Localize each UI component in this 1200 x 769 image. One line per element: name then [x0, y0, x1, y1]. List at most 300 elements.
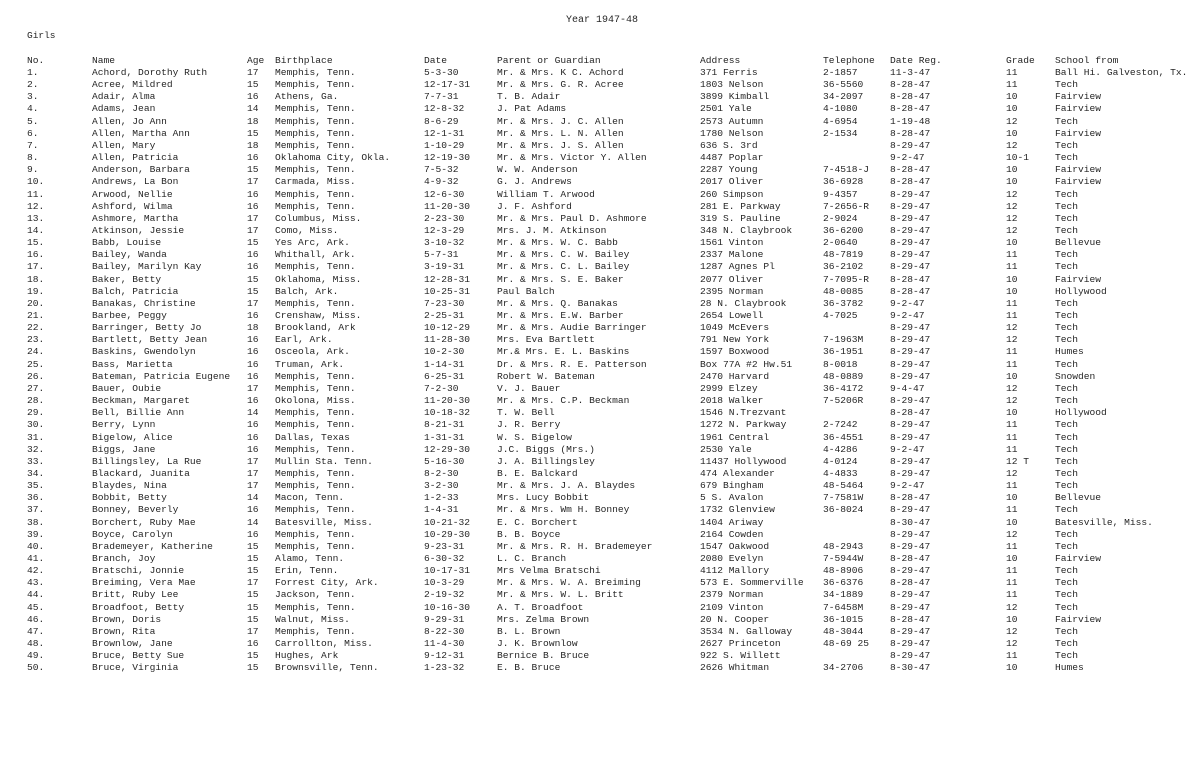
cell-grade: 11 — [1006, 79, 1018, 91]
table-row — [0, 274, 1200, 286]
cell-school-from: Tech — [1055, 431, 1079, 443]
cell-grade: 10 — [1006, 103, 1018, 115]
table-row — [0, 407, 1200, 419]
cell-grade: 11 — [1006, 443, 1018, 455]
cell-address: 1561 Vinton — [700, 237, 764, 249]
cell-parent: Dr. & Mrs. R. E. Patterson — [497, 358, 647, 370]
cell-grade: 11 — [1006, 346, 1018, 358]
cell-age: 15 — [247, 285, 259, 297]
cell-parent: B. L. Brown — [497, 625, 561, 637]
cell-date-reg: 8-29-47 — [890, 395, 931, 407]
cell-school-from: Tech — [1055, 504, 1079, 516]
cell-date: 10-12-29 — [424, 322, 471, 334]
cell-telephone: 36-4172 — [823, 382, 864, 394]
cell-age: 16 — [247, 443, 259, 455]
cell-no: 2. — [27, 79, 39, 91]
table-row — [0, 237, 1200, 249]
cell-school-from: Tech — [1055, 528, 1079, 540]
table-row — [0, 298, 1200, 310]
cell-telephone: 7-5944W — [823, 553, 864, 564]
table-row — [0, 444, 1200, 456]
cell-birthplace: Carmada, Miss. — [275, 176, 356, 188]
cell-name: Bobbit, Betty — [92, 492, 167, 504]
cell-date-reg: 8-29-47 — [890, 431, 931, 443]
cell-telephone: 2-1534 — [823, 127, 858, 139]
cell-telephone: 34-1889 — [823, 589, 864, 601]
cell-address: 2080 Evelyn — [700, 553, 764, 564]
cell-parent: Mr. & Mrs. Wm H. Bonney — [497, 504, 630, 516]
cell-no: 5. — [27, 115, 39, 127]
cell-date: 9-29-31 — [424, 613, 465, 625]
cell-birthplace: Memphis, Tenn. — [275, 443, 356, 455]
cell-date-reg: 8-28-47 — [890, 492, 931, 504]
cell-parent: Mrs. J. M. Atkinson — [497, 224, 607, 236]
table-row — [0, 468, 1200, 480]
col-header-no: No. — [27, 55, 45, 66]
cell-date-reg: 8-28-47 — [890, 164, 931, 176]
cell-grade: 11 — [1006, 419, 1018, 431]
cell-grade: 11 — [1006, 540, 1018, 552]
cell-birthplace: Memphis, Tenn. — [275, 467, 356, 479]
table-row — [0, 249, 1200, 261]
cell-school-from: Bellevue — [1055, 237, 1102, 249]
cell-address: 2626 Whitman — [700, 662, 770, 674]
cell-name: Barbee, Peggy — [92, 310, 167, 321]
cell-grade: 11 — [1006, 650, 1018, 662]
column-header-row — [0, 55, 1200, 67]
cell-no: 21. — [27, 310, 45, 321]
cell-parent: Mr. & Mrs. E.W. Barber — [497, 310, 624, 321]
cell-name: Brademeyer, Katherine — [92, 540, 213, 552]
cell-school-from: Tech — [1055, 358, 1079, 370]
cell-telephone: 2-1857 — [823, 67, 858, 78]
cell-telephone: 36-6376 — [823, 577, 864, 589]
cell-grade: 10 — [1006, 553, 1018, 564]
cell-parent: Mr. & Mrs. W. L. Britt — [497, 589, 624, 601]
cell-telephone: 7-1963M — [823, 334, 864, 346]
col-header-date: Date — [424, 55, 448, 66]
cell-age: 18 — [247, 322, 259, 334]
cell-age: 18 — [247, 139, 259, 151]
cell-grade: 10 — [1006, 407, 1018, 419]
cell-school-from: Tech — [1055, 565, 1079, 577]
cell-no: 11. — [27, 188, 45, 200]
cell-address: 5 S. Avalon — [700, 492, 764, 504]
col-header-parent: Parent or Guardian — [497, 55, 601, 66]
cell-school-from: Tech — [1055, 419, 1079, 431]
cell-name: Allen, Jo Ann — [92, 115, 167, 127]
table-row — [0, 589, 1200, 601]
cell-parent: W. W. Anderson — [497, 164, 578, 176]
cell-date: 12-28-31 — [424, 273, 471, 285]
cell-age: 17 — [247, 467, 259, 479]
cell-no: 1. — [27, 67, 39, 78]
cell-date-reg: 8-29-47 — [890, 455, 931, 467]
cell-name: Boyce, Carolyn — [92, 528, 173, 540]
cell-address: 281 E. Parkway — [700, 200, 781, 212]
cell-no: 8. — [27, 152, 39, 164]
cell-no: 43. — [27, 577, 45, 589]
table-row — [0, 286, 1200, 298]
cell-birthplace: Mullin Sta. Tenn. — [275, 455, 373, 467]
cell-date: 11-4-30 — [424, 638, 465, 650]
table-row — [0, 614, 1200, 626]
cell-telephone: 36-4551 — [823, 431, 864, 443]
cell-grade: 11 — [1006, 504, 1018, 516]
cell-grade: 11 — [1006, 67, 1018, 78]
cell-no: 45. — [27, 601, 45, 613]
cell-date: 10-17-31 — [424, 565, 471, 577]
cell-address: 20 N. Cooper — [700, 613, 770, 625]
cell-date: 3-19-31 — [424, 261, 465, 273]
cell-name: Andrews, La Bon — [92, 176, 179, 188]
cell-address: 3534 N. Galloway — [700, 625, 793, 637]
cell-no: 38. — [27, 516, 45, 528]
cell-no: 22. — [27, 322, 45, 334]
cell-address: 1961 Central — [700, 431, 770, 443]
cell-parent: B. E. Balckard — [497, 467, 578, 479]
cell-age: 17 — [247, 212, 259, 224]
cell-grade: 10 — [1006, 164, 1018, 176]
cell-address: 319 S. Pauline — [700, 212, 781, 224]
cell-telephone: 48-0085 — [823, 285, 864, 297]
cell-address: 1404 Ariway — [700, 516, 764, 528]
cell-name: Babb, Louise — [92, 237, 162, 249]
cell-address: 1803 Nelson — [700, 79, 764, 91]
cell-school-from: Tech — [1055, 297, 1079, 309]
cell-parent: Mrs Velma Bratschi — [497, 565, 601, 577]
cell-age: 16 — [247, 91, 259, 103]
cell-address: 348 N. Claybrook — [700, 224, 793, 236]
cell-no: 49. — [27, 650, 45, 662]
cell-grade: 12 — [1006, 467, 1018, 479]
cell-address: 1287 Agnes Pl — [700, 261, 775, 273]
cell-age: 17 — [247, 625, 259, 637]
cell-address: 1780 Nelson — [700, 127, 764, 139]
cell-school-from: Tech — [1055, 395, 1079, 407]
cell-date-reg: 8-28-47 — [890, 553, 931, 564]
cell-date-reg: 9-2-47 — [890, 310, 925, 321]
cell-no: 26. — [27, 370, 45, 382]
cell-grade: 12 — [1006, 212, 1018, 224]
cell-name: Broadfoot, Betty — [92, 601, 185, 613]
table-row — [0, 310, 1200, 322]
cell-address: Box 77A #2 Hw.51 — [700, 358, 793, 370]
cell-telephone: 36-6200 — [823, 224, 864, 236]
cell-telephone: 4-4833 — [823, 467, 858, 479]
cell-name: Barringer, Betty Jo — [92, 322, 202, 334]
cell-date: 10-16-30 — [424, 601, 471, 613]
cell-school-from: Tech — [1055, 261, 1079, 273]
cell-name: Brown, Doris — [92, 613, 162, 625]
cell-parent: Mr. & Mrs. Q. Banakas — [497, 297, 618, 309]
cell-telephone: 4-4286 — [823, 443, 858, 455]
cell-name: Bell, Billie Ann — [92, 407, 185, 419]
cell-birthplace: Hughes, Ark — [275, 650, 339, 662]
cell-date: 1-31-31 — [424, 431, 465, 443]
cell-parent: B. B. Boyce — [497, 528, 561, 540]
cell-name: Anderson, Barbara — [92, 164, 190, 176]
cell-date-reg: 8-29-47 — [890, 358, 931, 370]
cell-address: 28 N. Claybrook — [700, 297, 787, 309]
cell-no: 39. — [27, 528, 45, 540]
cell-date: 10-18-32 — [424, 407, 471, 419]
cell-birthplace: Dallas, Texas — [275, 431, 350, 443]
cell-school-from: Tech — [1055, 212, 1079, 224]
cell-no: 42. — [27, 565, 45, 577]
cell-date: 5-16-30 — [424, 455, 465, 467]
cell-date-reg: 9-2-47 — [890, 443, 925, 455]
cell-school-from: Tech — [1055, 625, 1079, 637]
cell-name: Bigelow, Alice — [92, 431, 173, 443]
cell-name: Bruce, Virginia — [92, 662, 179, 674]
cell-birthplace: Memphis, Tenn. — [275, 601, 356, 613]
table-row — [0, 128, 1200, 140]
cell-school-from: Tech — [1055, 188, 1079, 200]
cell-birthplace: Memphis, Tenn. — [275, 370, 356, 382]
cell-no: 41. — [27, 553, 45, 564]
table-row — [0, 261, 1200, 273]
cell-address: 474 Alexander — [700, 467, 775, 479]
cell-parent: W. S. Bigelow — [497, 431, 572, 443]
cell-telephone: 48-69 25 — [823, 638, 870, 650]
cell-date: 2-19-32 — [424, 589, 465, 601]
cell-school-from: Tech — [1055, 480, 1079, 492]
cell-date: 3-2-30 — [424, 480, 459, 492]
cell-parent: Mr. & Mrs. Victor Y. Allen — [497, 152, 647, 164]
cell-age: 17 — [247, 297, 259, 309]
cell-no: 15. — [27, 237, 45, 249]
cell-parent: Mr. & Mrs. J. C. Allen — [497, 115, 624, 127]
cell-parent: Mr. & Mrs. W. A. Breiming — [497, 577, 641, 589]
cell-school-from: Tech — [1055, 577, 1079, 589]
cell-date-reg: 8-29-47 — [890, 650, 931, 662]
cell-school-from: Tech — [1055, 224, 1079, 236]
cell-date-reg: 9-4-47 — [890, 382, 925, 394]
cell-age: 14 — [247, 516, 259, 528]
cell-birthplace: Memphis, Tenn. — [275, 67, 356, 78]
table-row — [0, 529, 1200, 541]
cell-parent: J.C. Biggs (Mrs.) — [497, 443, 595, 455]
cell-parent: E. B. Bruce — [497, 662, 561, 674]
cell-no: 4. — [27, 103, 39, 115]
cell-name: Blackard, Juanita — [92, 467, 190, 479]
cell-birthplace: Memphis, Tenn. — [275, 261, 356, 273]
cell-school-from: Fairview — [1055, 91, 1102, 103]
table-row — [0, 383, 1200, 395]
cell-birthplace: Osceola, Ark. — [275, 346, 350, 358]
cell-name: Bateman, Patricia Eugene — [92, 370, 231, 382]
cell-age: 16 — [247, 200, 259, 212]
col-header-birthplace: Birthplace — [275, 55, 333, 66]
cell-birthplace: Memphis, Tenn. — [275, 382, 356, 394]
cell-telephone: 36-5560 — [823, 79, 864, 91]
cell-school-from: Tech — [1055, 443, 1079, 455]
cell-age: 16 — [247, 370, 259, 382]
cell-parent: Mrs. Zelma Brown — [497, 613, 590, 625]
cell-date: 10-21-32 — [424, 516, 471, 528]
cell-parent: V. J. Bauer — [497, 382, 561, 394]
cell-school-from: Bellevue — [1055, 492, 1102, 504]
cell-name: Blaydes, Nina — [92, 480, 167, 492]
cell-age: 15 — [247, 237, 259, 249]
cell-address: 1049 McEvers — [700, 322, 770, 334]
cell-no: 35. — [27, 480, 45, 492]
cell-grade: 11 — [1006, 589, 1018, 601]
cell-age: 15 — [247, 164, 259, 176]
table-row — [0, 395, 1200, 407]
table-row — [0, 140, 1200, 152]
cell-birthplace: Oklahoma, Miss. — [275, 273, 362, 285]
cell-telephone: 9-4357 — [823, 188, 858, 200]
cell-grade: 11 — [1006, 565, 1018, 577]
cell-date-reg: 8-29-47 — [890, 188, 931, 200]
cell-date-reg: 8-30-47 — [890, 662, 931, 674]
cell-school-from: Ball Hi. Galveston, Tx. — [1055, 67, 1188, 78]
cell-address: 3899 Kimball — [700, 91, 770, 103]
cell-birthplace: Truman, Ark. — [275, 358, 345, 370]
cell-grade: 11 — [1006, 310, 1018, 321]
cell-telephone: 34-2097 — [823, 91, 864, 103]
cell-age: 16 — [247, 334, 259, 346]
cell-grade: 12 — [1006, 139, 1018, 151]
cell-telephone: 7-6458M — [823, 601, 864, 613]
cell-grade: 11 — [1006, 480, 1018, 492]
table-row — [0, 553, 1200, 565]
cell-school-from: Tech — [1055, 200, 1079, 212]
cell-no: 29. — [27, 407, 45, 419]
cell-no: 48. — [27, 638, 45, 650]
table-row — [0, 577, 1200, 589]
cell-address: 1597 Boxwood — [700, 346, 770, 358]
cell-age: 16 — [247, 431, 259, 443]
cell-school-from: Tech — [1055, 467, 1079, 479]
cell-name: Ashford, Wilma — [92, 200, 173, 212]
cell-birthplace: Memphis, Tenn. — [275, 188, 356, 200]
cell-parent: Mrs. Eva Bartlett — [497, 334, 595, 346]
cell-no: 27. — [27, 382, 45, 394]
cell-age: 15 — [247, 662, 259, 674]
cell-school-from: Fairview — [1055, 164, 1102, 176]
cell-address: 260 Simpson — [700, 188, 764, 200]
cell-age: 16 — [247, 528, 259, 540]
cell-telephone: 4-7025 — [823, 310, 858, 321]
cell-address: 2627 Princeton — [700, 638, 781, 650]
table-row — [0, 152, 1200, 164]
cell-date-reg: 1-19-48 — [890, 115, 931, 127]
cell-school-from: Tech — [1055, 249, 1079, 261]
cell-birthplace: Forrest City, Ark. — [275, 577, 379, 589]
cell-age: 16 — [247, 395, 259, 407]
cell-age: 16 — [247, 419, 259, 431]
cell-age: 16 — [247, 249, 259, 261]
cell-birthplace: Crenshaw, Miss. — [275, 310, 362, 321]
cell-grade: 10 — [1006, 273, 1018, 285]
cell-telephone: 48-7819 — [823, 249, 864, 261]
cell-name: Billingsley, La Rue — [92, 455, 202, 467]
cell-school-from: Tech — [1055, 139, 1079, 151]
cell-address: 636 S. 3rd — [700, 139, 758, 151]
cell-date-reg: 8-29-47 — [890, 261, 931, 273]
cell-telephone: 36-1015 — [823, 613, 864, 625]
cell-name: Acree, Mildred — [92, 79, 173, 91]
cell-school-from: Tech — [1055, 455, 1079, 467]
col-header-age: Age — [247, 55, 265, 66]
cell-school-from: Fairview — [1055, 273, 1102, 285]
cell-parent: J. K. Brownlow — [497, 638, 578, 650]
cell-school-from: Tech — [1055, 115, 1079, 127]
col-header-name: Name — [92, 55, 116, 66]
table-row — [0, 432, 1200, 444]
cell-parent: Mr. & Mrs. C. L. Bailey — [497, 261, 630, 273]
cell-date-reg: 8-29-47 — [890, 346, 931, 358]
cell-age: 15 — [247, 650, 259, 662]
cell-grade: 10 — [1006, 662, 1018, 674]
cell-date-reg: 8-28-47 — [890, 127, 931, 139]
cell-grade: 12 — [1006, 638, 1018, 650]
cell-address: 1546 N.Trezvant — [700, 407, 787, 419]
cell-date: 7-7-31 — [424, 91, 459, 103]
cell-name: Achord, Dorothy Ruth — [92, 67, 208, 78]
table-row — [0, 334, 1200, 346]
cell-birthplace: Memphis, Tenn. — [275, 504, 356, 516]
cell-grade: 12 — [1006, 395, 1018, 407]
cell-grade: 11 — [1006, 297, 1018, 309]
table-row — [0, 504, 1200, 516]
cell-date-reg: 8-29-47 — [890, 589, 931, 601]
cell-date: 11-20-30 — [424, 200, 471, 212]
cell-name: Atkinson, Jessie — [92, 224, 185, 236]
cell-birthplace: Batesville, Miss. — [275, 516, 373, 528]
cell-birthplace: Jackson, Tenn. — [275, 589, 356, 601]
table-row — [0, 91, 1200, 103]
cell-name: Baskins, Gwendolyn — [92, 346, 196, 358]
cell-birthplace: Macon, Tenn. — [275, 492, 345, 504]
table-row — [0, 662, 1200, 674]
cell-address: 2999 Elzey — [700, 382, 758, 394]
cell-no: 14. — [27, 224, 45, 236]
cell-date-reg: 8-28-47 — [890, 91, 931, 103]
cell-name: Bonney, Beverly — [92, 504, 179, 516]
cell-school-from: Tech — [1055, 382, 1079, 394]
cell-parent: Robert W. Bateman — [497, 370, 595, 382]
cell-birthplace: Memphis, Tenn. — [275, 164, 356, 176]
cell-age: 17 — [247, 67, 259, 78]
cell-date: 8-22-30 — [424, 625, 465, 637]
cell-name: Branch, Joy — [92, 553, 156, 564]
table-row — [0, 517, 1200, 529]
cell-name: Borchert, Ruby Mae — [92, 516, 196, 528]
cell-date-reg: 8-29-47 — [890, 370, 931, 382]
table-row — [0, 480, 1200, 492]
cell-birthplace: Memphis, Tenn. — [275, 79, 356, 91]
cell-no: 46. — [27, 613, 45, 625]
cell-parent: T. B. Adair — [497, 91, 561, 103]
cell-name: Allen, Patricia — [92, 152, 179, 164]
cell-no: 6. — [27, 127, 39, 139]
cell-name: Balch, Patricia — [92, 285, 179, 297]
cell-date: 12-8-32 — [424, 103, 465, 115]
cell-parent: Mr. & Mrs. K C. Achord — [497, 67, 624, 78]
cell-no: 18. — [27, 273, 45, 285]
table-row — [0, 456, 1200, 468]
cell-date: 12-19-30 — [424, 152, 471, 164]
cell-school-from: Fairview — [1055, 103, 1102, 115]
cell-name: Breiming, Vera Mae — [92, 577, 196, 589]
cell-name: Beckman, Margaret — [92, 395, 190, 407]
cell-telephone: 7-7581W — [823, 492, 864, 504]
cell-no: 47. — [27, 625, 45, 637]
